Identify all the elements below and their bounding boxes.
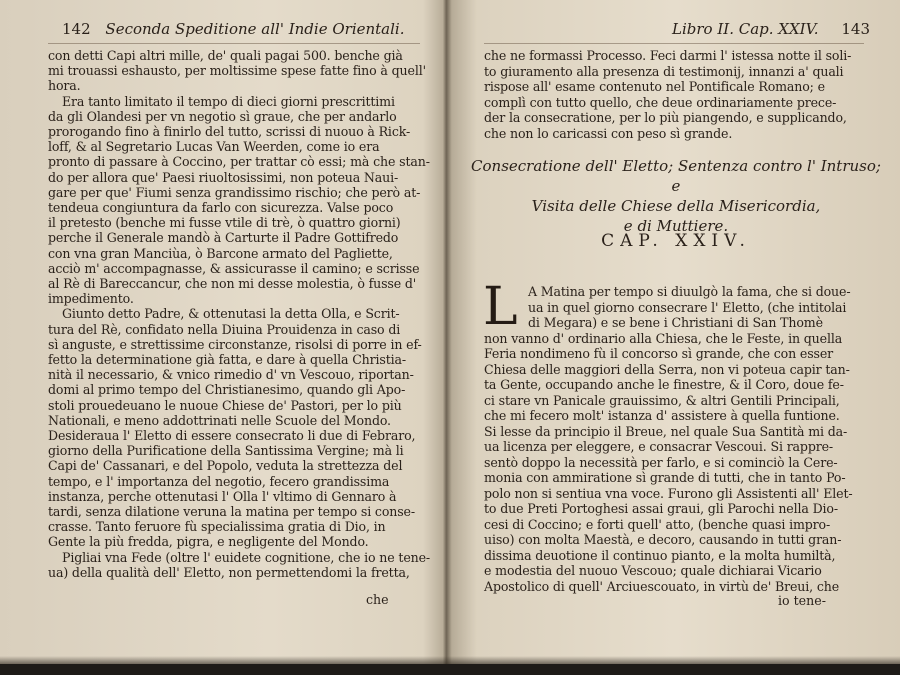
text-line: con detti Capi altri mille, de' quali pagai 500. benche già: [48, 48, 403, 63]
text-line: Apostolico di quell' Arciuescouato, in virtù de' Breui, che: [484, 578, 840, 594]
text-line: ua) della qualità dell' Eletto, non permettendomi la fretta,: [48, 564, 410, 580]
text-line: Chiesa delle maggiori della Serra, non vi poteua capir tan-: [484, 361, 850, 377]
text-line: impedimento.: [48, 291, 134, 307]
text-line: monia con ammiratione sì grande di tutti, che in tanto Po-: [484, 470, 846, 485]
text-line: complì con tutto quello, che deue ordinariamente prece-: [484, 94, 837, 110]
text-line: A Matina per tempo si diuulgò la fama, che si doue-: [528, 284, 851, 299]
text-line: Pigliai vna Fede (oltre l' euidete cognitione, che io ne tene-: [62, 549, 431, 565]
text-line: der la consecratione, per lo più piangendo, e supplicando,: [484, 110, 847, 125]
text-line: sì anguste, e strettissime circonstanze, risolsi di porre in ef-: [48, 336, 422, 352]
left-catchword: che: [366, 592, 389, 607]
text-line: mi trouassi eshausto, per moltissime spese fatte fino à quell': [48, 63, 426, 79]
text-line: polo non si sentiua vna voce. Furono gli Assistenti all' Elet-: [484, 485, 853, 501]
text-line: prorogando fino à finirlo del tutto, scrissi di nuouo à Rick-: [48, 124, 411, 139]
text-line: loff, & al Segretario Lucas Van Weerden, come io era: [48, 139, 380, 155]
text-line: perche il Generale mandò à Carturte il Padre Gottifredo: [48, 230, 399, 246]
text-line: to giuramento alla presenza di testimonij, innanzi a' quali: [484, 63, 844, 79]
text-line: ci stare vn Panicale grauissimo, & altri Gentili Principali,: [484, 392, 840, 408]
chapter-summary-line: Consecratione dell' Eletto; Sentenza contro l' Intruso; e: [471, 157, 881, 195]
left-running-title: Seconda Speditione all' Indie Orientali.: [105, 20, 405, 38]
text-line: di Megara) e se bene i Christiani di San Thomè: [528, 315, 823, 330]
text-line: giorno della Purificatione della Santissima Vergine; mà li: [48, 443, 404, 459]
text-line: instanza, perche ottenutasi l' Olla l' vltimo di Gennaro à: [48, 488, 397, 504]
text-line: crasse. Tanto feruore fù specialissima gratia di Dio, in: [48, 519, 386, 535]
text-line: pronto di passare à Coccino, per trattar cò essi; mà che stan-: [48, 154, 430, 170]
text-line: al Rè di Bareccancur, che non mi desse molestia, ò fusse d': [48, 276, 417, 291]
right-catchword: io tene-: [778, 593, 826, 608]
text-line: ua in quel giorno consecrare l' Eletto, (che intitolai: [528, 299, 847, 315]
text-line: hora.: [48, 78, 81, 94]
text-line: che mi fecero molt' istanza d' assistere à quella funtione.: [484, 408, 840, 423]
text-line: rispose all' esame contenuto nel Pontificale Romano; e: [484, 79, 825, 94]
text-line: domi al primo tempo del Christianesimo, quando gli Apo-: [48, 382, 406, 398]
right-head-rule: [484, 43, 864, 44]
text-line: dissima deuotione il continuo pianto, e la molta humiltà,: [484, 547, 836, 563]
left-page-number: 142: [62, 20, 91, 38]
text-line: Desideraua l' Eletto di essere consecrato li due di Febraro,: [48, 428, 416, 443]
text-line: fetto la determinatione già fatta, e dare à quella Christia-: [48, 352, 406, 367]
text-line: con vna gran Manciùa, ò Barcone armato del Pagliette,: [48, 245, 393, 261]
text-line: Giunto detto Padre, & ottenutasi la detta Olla, e Scrit-: [62, 306, 400, 322]
text-line: ta Gente, occupando anche le finestre, & il Coro, doue fe-: [484, 377, 844, 392]
text-line: do per allora que' Paesi riuoltosissimi, non poteua Naui-: [48, 169, 399, 185]
text-line: uiso) con molta Maestà, e decoro, causando in tutti gran-: [484, 532, 842, 547]
text-line: e modestia del nuouo Vescouo; quale dichiarai Vicario: [484, 563, 822, 578]
text-line: Feria nondimeno fù il concorso sì grande, che con esser: [484, 346, 834, 361]
text-line: acciò m' accompagnasse, & assicurasse il camino; e scrisse: [48, 260, 420, 276]
right-running-title: Libro II. Cap. XXIV.: [672, 20, 819, 38]
text-line: gare per que' Fiumi senza grandissimo rischio; che però at-: [48, 184, 421, 200]
text-line: Era tanto limitato il tempo di dieci giorni prescrittimi: [62, 93, 395, 109]
text-line: tardi, senza dilatione veruna la matina per tempo si conse-: [48, 504, 415, 519]
text-line: da gli Olandesi per vn negotio sì graue, che per andarlo: [48, 108, 397, 124]
text-line: non vanno d' ordinario alla Chiesa, che le Feste, in quella: [484, 330, 843, 346]
text-line: che ne formassi Processo. Feci darmi l' istessa notte il soli-: [484, 48, 852, 63]
text-line: Si lesse da principio il Breue, nel quale Sua Santità mi da-: [484, 423, 848, 439]
text-line: to due Preti Portoghesi assai graui, gli Parochi nella Dio-: [484, 501, 838, 516]
chapter-heading: CAP. XXIV.: [601, 231, 751, 251]
text-line: stoli prouedeuano le nuoue Chiese de' Pastori, per lo più: [48, 397, 402, 413]
text-line: tura del Rè, confidato nella Diuina Prouidenza in caso di: [48, 321, 401, 337]
chapter-summary-line: Visita delle Chiese della Misericordia,: [531, 197, 821, 215]
text-line: tendeua congiuntura da farlo con sicurezza. Valse poco: [48, 200, 394, 215]
left-head-rule: [48, 43, 420, 44]
text-line: Nationali, e meno addottrinati nelle Scuole del Mondo.: [48, 412, 391, 428]
left-page: [14, 0, 431, 664]
text-line: cesi di Coccino; e forti quell' atto, (benche quasi impro-: [484, 516, 831, 532]
text-line: Gente la più fredda, pigra, e negligente del Mondo.: [48, 534, 369, 550]
text-line: il pretesto (benche mi fusse vtile di trè, ò quattro giorni): [48, 215, 401, 231]
text-line: Capi de' Cassanari, e del Popolo, veduta la strettezza del: [48, 458, 403, 474]
right-page-number: 143: [841, 20, 870, 38]
text-line: tempo, e l' importanza del negotio, fecero grandissima: [48, 473, 390, 489]
text-line: nità il necessario, & vnico rimedio d' vn Vescouo, riportan-: [48, 367, 414, 383]
text-line: sentò doppo la necessità per farlo, e si cominciò la Cere-: [484, 454, 838, 470]
chapter-summary: [470, 156, 882, 236]
text-line: ua licenza per eleggere, e consacrar Vescoui. Si rappre-: [484, 439, 834, 454]
right-running-head: [570, 20, 870, 44]
chapter-summary-line: e di Muttiere.: [623, 217, 729, 235]
text-line: che non lo caricassi con peso sì grande.: [484, 125, 733, 141]
left-running-head: [62, 20, 405, 44]
drop-cap: L: [483, 277, 518, 337]
